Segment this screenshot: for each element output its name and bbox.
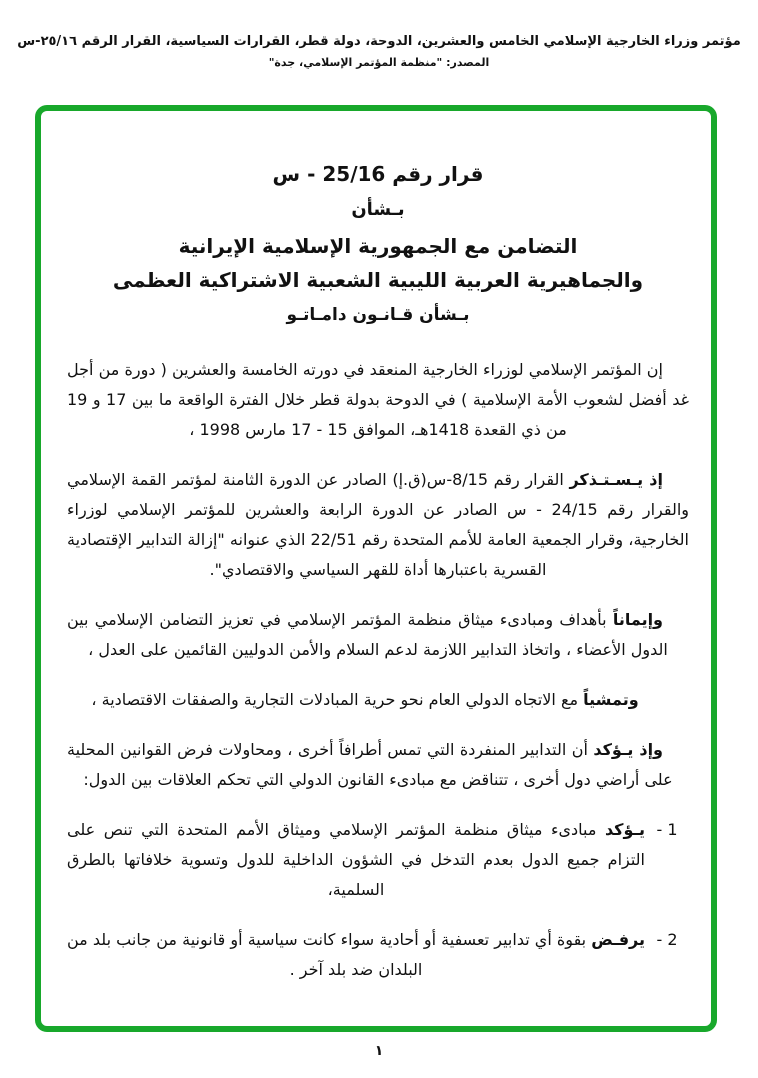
item-text: مبادىء ميثاق منظمة المؤتمر الإسلامي وميثاق الأمم المتحدة التي تنص على التزام جميع الدول بعدم التدخل في الشؤون الداخلية للدول وتسوية خلافاتها بالطرق السلمية،: [67, 820, 645, 899]
page-number: ١: [374, 1043, 384, 1059]
resolution-subject-line-3: بـشأن قـانـون دامـاتـو: [286, 305, 470, 325]
recalling-paragraph: [67, 465, 689, 585]
source-header-line-2: المصدر: "منظمة المؤتمر الإسلامي، جدة": [268, 56, 490, 69]
item-lead: يرفـض: [591, 930, 645, 949]
document-source-header: [0, 34, 758, 69]
affirming-paragraph: [67, 735, 689, 795]
resolution-title-block: [67, 161, 689, 327]
source-header-line-1: مؤتمر وزراء الخارجية الإسلامي الخامس والعشرين، الدوحة، دولة قطر، القرارات السياسية، القرار الرقم ٢٥/١٦-س: [17, 34, 741, 49]
preamble-paragraph: [67, 355, 689, 445]
resolution-number-title: قرار رقم 25/16 - س: [272, 162, 484, 186]
document-border-frame: [35, 105, 717, 1032]
resolution-body: [67, 355, 689, 985]
paragraph-text: بأهداف ومبادىء ميثاق منظمة المؤتمر الإسلامي في تعزيز التضامن الإسلامي بين الدول الأعضاء ، واتخاذ التدابير اللازمة لدعم السلام والأمن الدوليين القائمين على العدل ،: [67, 610, 668, 659]
paragraph-text: أن التدابير المنفردة التي تمس أطرافاً أخرى ، ومحاولات فرض القوانين المحلية على أراضي دول أخرى ، تتناقض مع مبادىء القانون الدولي التي تحكم العلاقات بين الدول:: [67, 740, 673, 789]
resolution-subject-word: بـشأن: [351, 199, 405, 220]
paragraph-lead: إذ يـسـتـذكر: [569, 470, 663, 489]
resolution-subject-line-2: والجماهيرية العربية الليبية الشعبية الاشتراكية العظمى: [112, 268, 644, 292]
believing-paragraph: [67, 605, 689, 665]
numbered-item-1: [67, 815, 689, 905]
item-text-block: [67, 925, 645, 985]
paragraph-lead: وإيماناً: [612, 610, 663, 629]
item-text: بقوة أي تدابير تعسفية أو أحادية سواء كانت سياسية أو قانونية من جانب بلد من البلدان ضد بلد آخر .: [67, 930, 592, 979]
item-number: 2 -: [656, 930, 678, 949]
item-lead: يـؤكد: [604, 820, 645, 839]
resolution-subject-line-1: التضامن مع الجمهورية الإسلامية الإيرانية: [178, 234, 578, 258]
in-line-with-paragraph: [67, 685, 689, 715]
paragraph-text: القرار رقم 8/15-س(ق.إ) الصادر عن الدورة الثامنة لمؤتمر القمة الإسلامي والقرار رقم 24/15 - س الصادر عن الدورة الرابعة والعشرين للمؤتمر الإسلامي لوزراء الخارجية، وقرار الجمعية العامة للأمم المتحدة رقم 22/51 الذي عنوانه "إزالة التدابير الإقتصادية القسرية باعتبارها أداة للقهر السياسي والاقتصادي".: [67, 470, 689, 579]
numbered-item-2: [67, 925, 689, 985]
paragraph-text: مع الاتجاه الدولي العام نحو حرية المبادلات التجارية والصفقات الاقتصادية ،: [91, 690, 584, 709]
item-number: 1 -: [656, 820, 678, 839]
paragraph-lead: وإذ يـؤكد: [593, 740, 664, 759]
paragraph-text: إن المؤتمر الإسلامي لوزراء الخارجية المنعقد في دورته الخامسة والعشرين ( دورة من أجل غد أفضل لشعوب الأمة الإسلامية ) في الدوحة بدولة قطر خلال الفترة الواقعة ما بين 17 و 19 من ذي القعدة 1418هـ، الموافق 15 - 17 مارس 1998 ،: [67, 360, 689, 439]
paragraph-lead: وتمشياً: [583, 690, 639, 709]
item-text-block: [67, 815, 645, 905]
